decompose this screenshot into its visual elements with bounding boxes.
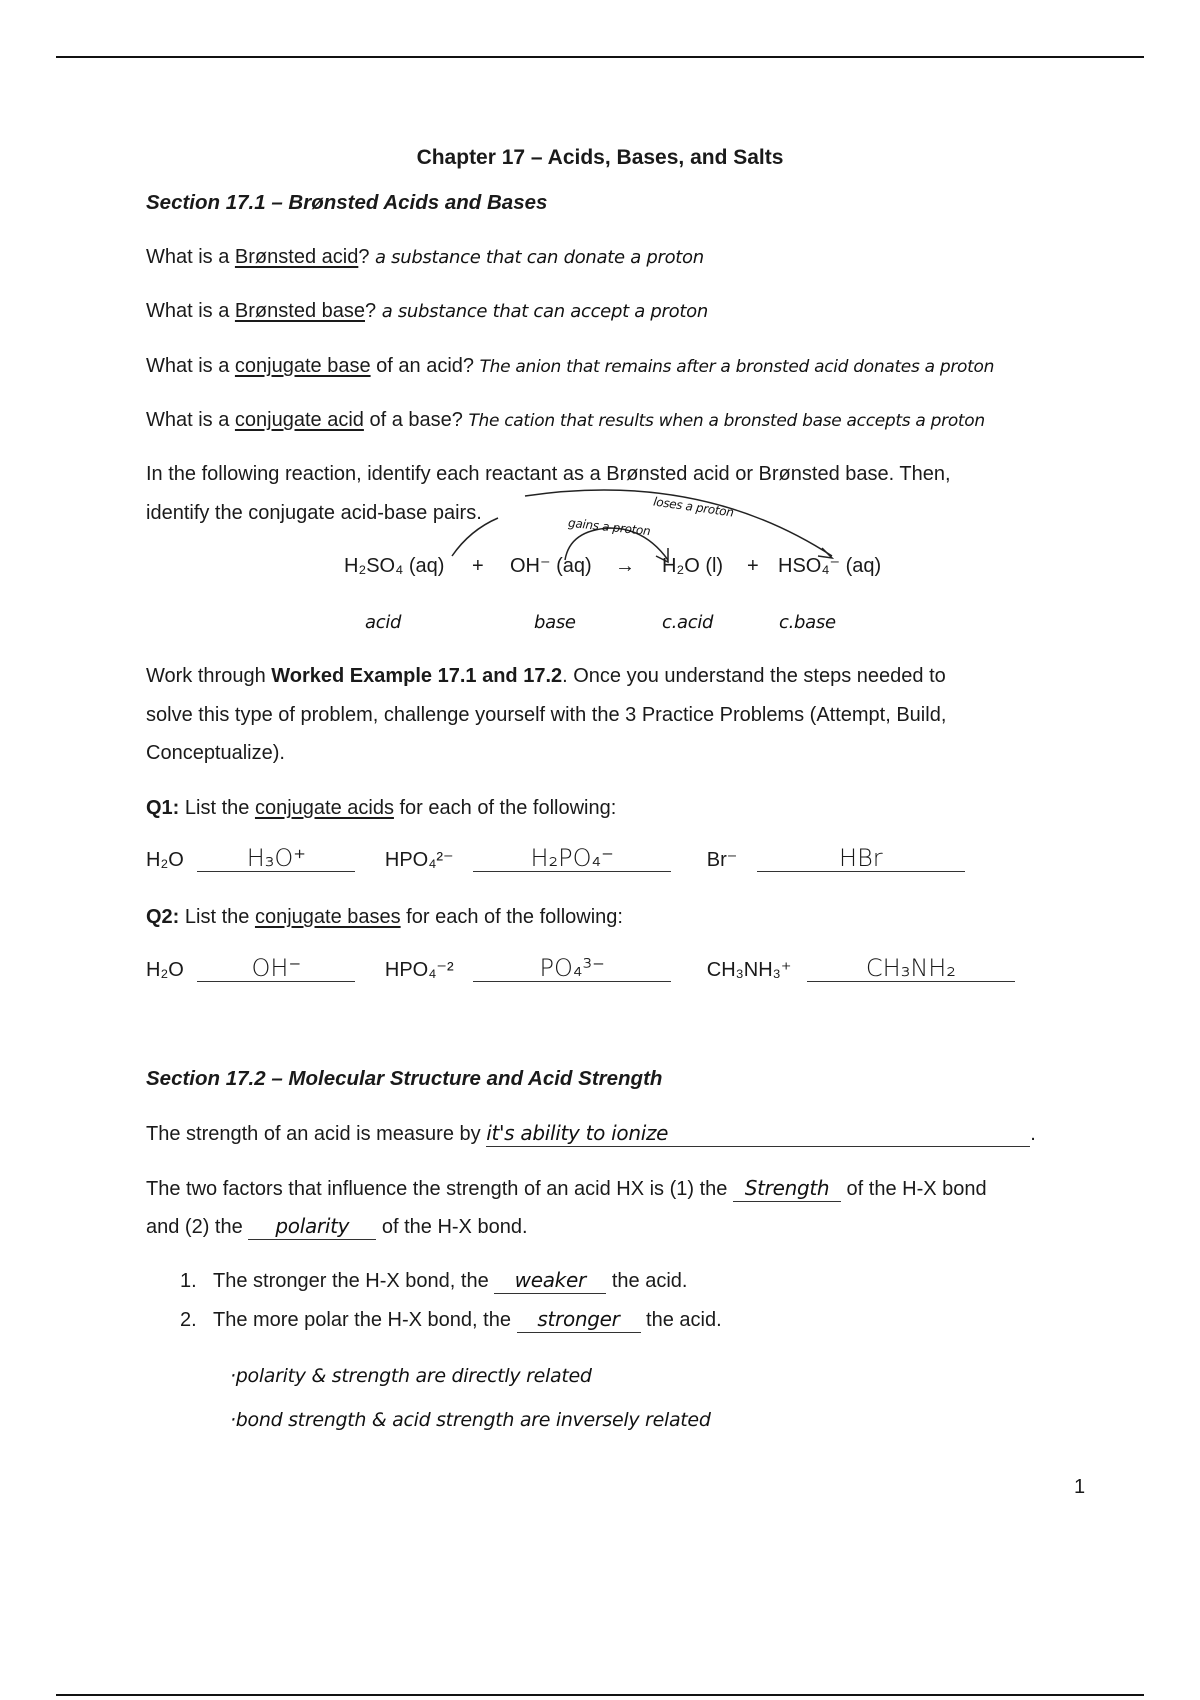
strength-measure-line: The strength of an acid is measure by it's ability to ionize . xyxy=(146,1121,1036,1145)
answer-rule-1: weaker xyxy=(494,1267,606,1294)
q2-species-hpo4: HPO₄⁻² xyxy=(384,959,454,981)
product-hso4: HSO₄⁻ (aq) xyxy=(778,555,882,577)
q2-answer-h2o: OH⁻ xyxy=(197,955,355,982)
reaction-intro-line-2: identify the conjugate acid-base pairs. xyxy=(146,502,482,524)
worked-example-line-2: solve this type of problem, challenge yourself with the 3 Practice Problems (Attempt, Build, xyxy=(146,704,947,726)
plus-sign-2: + xyxy=(747,555,759,577)
rule-item-2: 2. The more polar the H-X bond, the stronger the acid. xyxy=(180,1307,722,1331)
worked-example-line-1: Work through Worked Example 17.1 and 17.2. Once you understand the steps needed to xyxy=(146,665,946,687)
label-acid: acid xyxy=(365,612,402,633)
acid-arrow-stroke xyxy=(452,518,498,556)
reactant-oh: OH⁻ (aq) xyxy=(510,555,592,577)
handwritten-note-1: ·polarity & strength are directly related xyxy=(230,1365,592,1387)
q2-answer-hpo4: PO₄³⁻ xyxy=(473,955,671,982)
q2-species-ch3nh3: CH₃NH₃⁺ xyxy=(706,959,792,981)
reaction-arrow: → xyxy=(615,555,635,577)
factors-line-2: and (2) the polarity of the H-X bond. xyxy=(146,1214,528,1238)
section-heading-17-2: Section 17.2 – Molecular Structure and Acid Strength xyxy=(146,1067,663,1090)
product-h2o: H₂O (l) xyxy=(662,555,724,577)
answer-bronsted-base: a substance that can accept a proton xyxy=(381,301,708,322)
note-gains-proton: gains a proton xyxy=(567,515,652,539)
answer-conjugate-acid: The cation that results when a bronsted base accepts a proton xyxy=(468,411,985,431)
q1-prompt: Q1: List the conjugate acids for each of the following: xyxy=(146,797,617,819)
reaction-intro-line-1: In the following reaction, identify each reactant as a Brønsted acid or Brønsted base. Then, xyxy=(146,463,951,485)
answer-conjugate-base: The anion that remains after a bronsted acid donates a proton xyxy=(479,357,995,377)
q1-species-br: Br⁻ xyxy=(706,849,738,871)
plus-sign-1: + xyxy=(472,555,484,577)
worked-example-line-3: Conceptualize). xyxy=(146,742,285,764)
q2-answer-ch3nh3: CH₃NH₂ xyxy=(807,955,1015,982)
handwritten-note-2: ·bond strength & acid strength are inversely related xyxy=(230,1409,711,1431)
rule-item-1: 1. The stronger the H-X bond, the weaker the acid. xyxy=(180,1268,688,1292)
q1-answer-hpo4: H₂PO₄⁻ xyxy=(473,845,671,872)
answer-bronsted-acid: a substance that can donate a proton xyxy=(375,247,704,268)
bottom-rule xyxy=(56,1694,1144,1696)
q2-prompt: Q2: List the conjugate bases for each of the following: xyxy=(146,906,623,928)
factors-line-1: The two factors that influence the strength of an acid HX is (1) the Strength of the H-X bond xyxy=(146,1176,987,1200)
q1-answer-br: HBr xyxy=(757,845,965,872)
answer-factor-polarity: polarity xyxy=(248,1213,376,1240)
q1-answers xyxy=(146,845,965,874)
section-heading-17-1: Section 17.1 – Brønsted Acids and Bases xyxy=(146,191,548,214)
q2-species-h2o: H₂O xyxy=(146,959,184,981)
answer-factor-strength: Strength xyxy=(733,1175,841,1202)
reactant-h2so4: H₂SO₄ (aq) xyxy=(344,555,445,577)
label-conjugate-base: c.base xyxy=(779,612,836,633)
note-loses-proton: loses a proton xyxy=(652,494,735,520)
question-bronsted-base: What is a Brønsted base? a substance that can accept a proton xyxy=(146,300,708,322)
q1-answer-h2o: H₃O⁺ xyxy=(197,845,355,872)
label-base: base xyxy=(534,612,576,633)
page-number: 1 xyxy=(1074,1476,1086,1498)
answer-rule-2: stronger xyxy=(517,1306,641,1333)
answer-strength-measure: it's ability to ionize xyxy=(486,1120,1030,1147)
question-conjugate-acid: What is a conjugate acid of a base? The cation that results when a bronsted base accepts a proton xyxy=(146,409,985,431)
q2-answers xyxy=(146,955,1015,984)
question-bronsted-acid: What is a Brønsted acid? a substance that can donate a proton xyxy=(146,246,704,268)
label-conjugate-acid: c.acid xyxy=(662,612,714,633)
question-conjugate-base: What is a conjugate base of an acid? The anion that remains after a bronsted acid donates a proton xyxy=(146,355,995,377)
q1-species-hpo4: HPO₄²⁻ xyxy=(384,849,454,871)
conjugate-pair-arrows xyxy=(0,0,1200,700)
chapter-title: Chapter 17 – Acids, Bases, and Salts xyxy=(416,146,784,169)
q1-species-h2o: H₂O xyxy=(146,849,184,871)
